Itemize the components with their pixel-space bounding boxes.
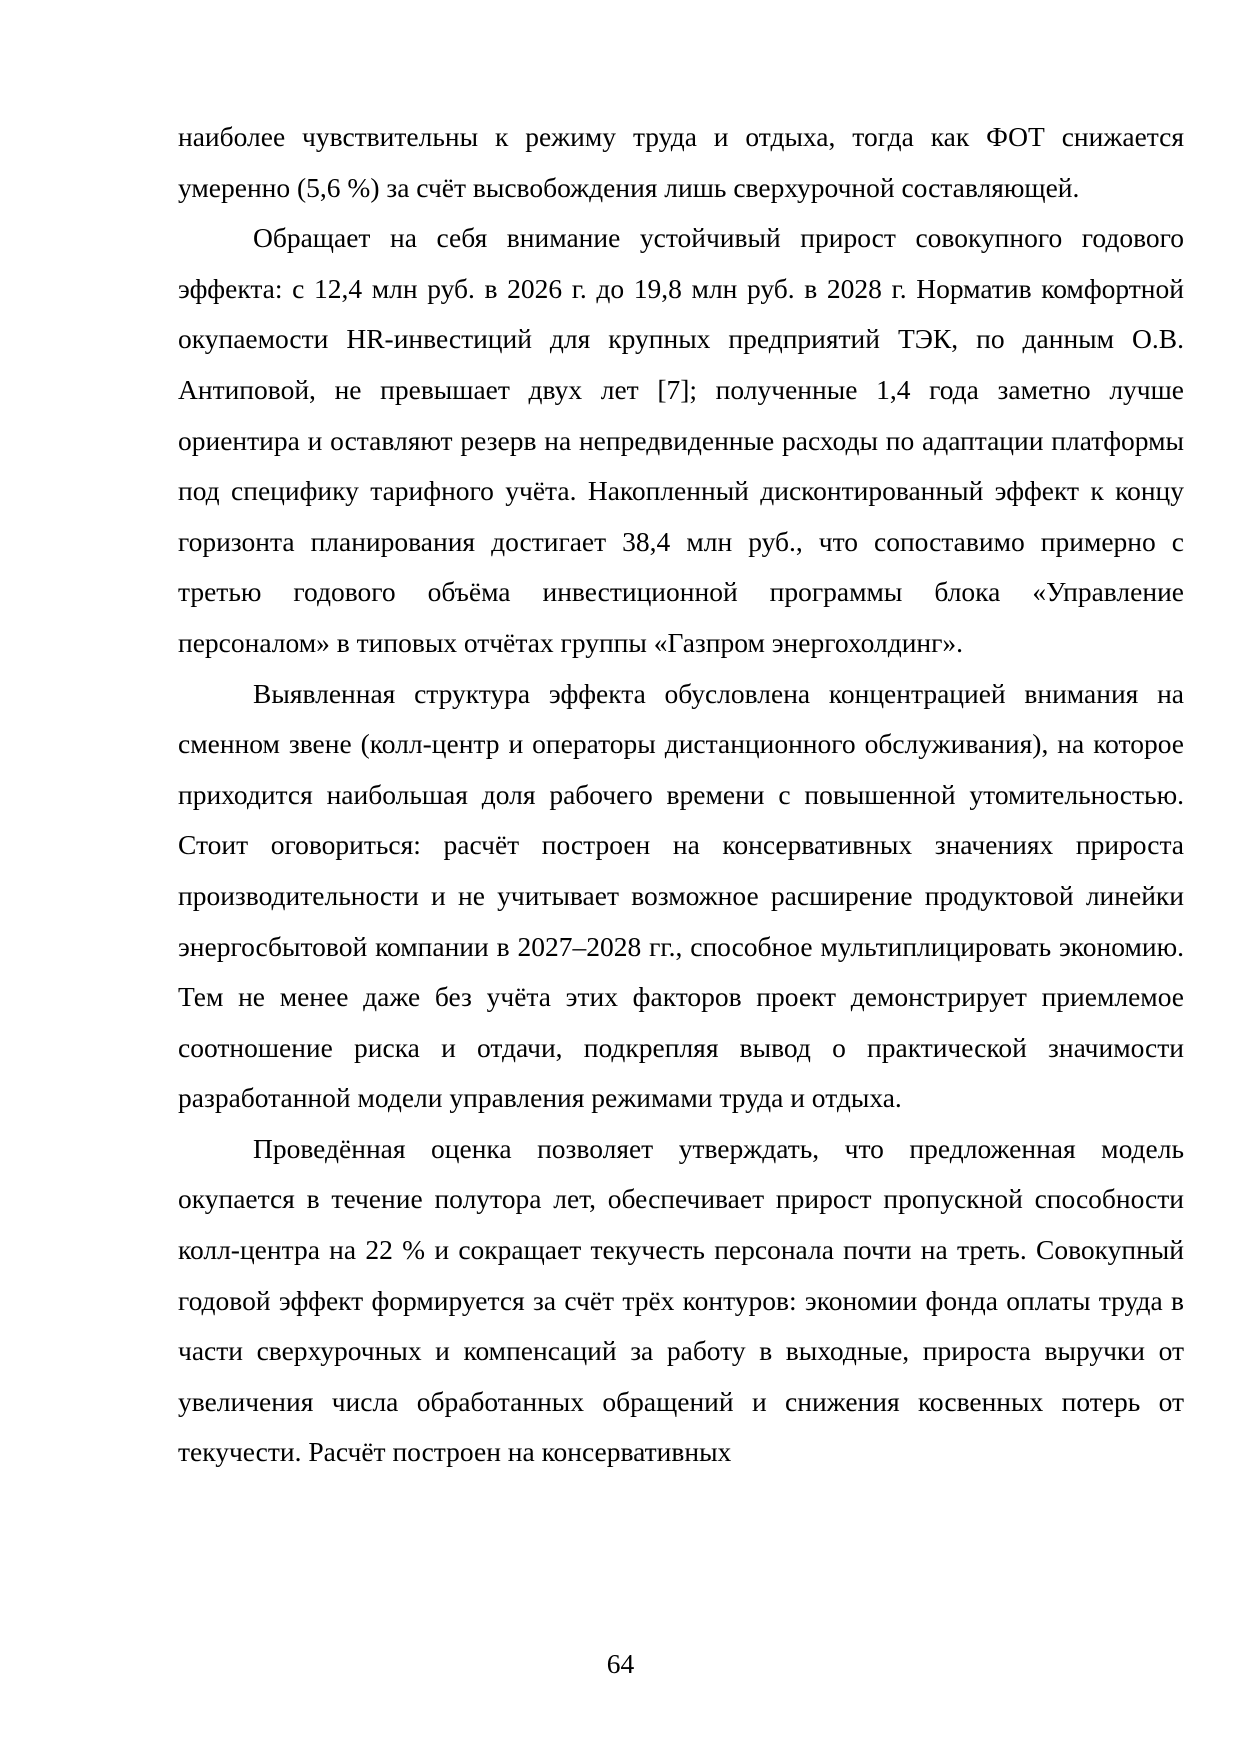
page-number: 64 [606,1648,635,1679]
paragraph-continuation: наиболее чувствительны к режиму труда и отдыха, тогда как ФОТ снижается умеренно (5,6 %) за счёт высвобождения лишь сверхурочной составляющей. [178,121,1184,203]
paragraph-assessment-summary: Проведённая оценка позволяет утверждать, что предложенная модель окупается в течение полутора лет, обеспечивает прирост пропускной способности колл-центра на 22 % и сокращает текучесть персонала почти на треть. Совокупный годовой эффект формируется за счёт трёх контуров: экономии фонда оплаты труда в части сверхурочных и компенсаций за работу в выходные, прироста выручки от увеличения числа обработанных обращений и снижения косвенных потерь от текучести. Расчёт построен на консервативных [178,1132,1184,1468]
body-text [178,112,1184,1478]
paragraph-effect-structure: Выявленная структура эффекта обусловлена концентрацией внимания на сменном звене (колл-центр и операторы дистанционного обслуживания), на которое приходится наибольшая доля рабочего времени с повышенной утомительностью. Стоит оговориться: расчёт построен на консервативных значениях прироста производительности и не учитывает возможное расширение продуктовой линейки энергосбытовой компании в 2027–2028 гг., способное мультиплицировать экономию. Тем не менее даже без учёта этих факторов проект демонстрирует приемлемое соотношение риска и отдачи, подкрепляя вывод о практической значимости разработанной модели управления режимами труда и отдыха. [178,677,1184,1114]
paragraph-effect-growth: Обращает на себя внимание устойчивый прирост совокупного годового эффекта: с 12,4 млн руб. в 2026 г. до 19,8 млн руб. в 2028 г. Норматив комфортной окупаемости HR-инвестиций для крупных предприятий ТЭК, по данным О.В. Антиповой, не превышает двух лет [7]; полученные 1,4 года заметно лучше ориентира и оставляют резерв на непредвиденные расходы по адаптации платформы под специфику тарифного учёта. Накопленный дисконтированный эффект к концу горизонта планирования достигает 38,4 млн руб., что сопоставимо примерно с третью годового объёма инвестиционной программы блока «Управление персоналом» в типовых отчётах группы «Газпром энергохолдинг». [178,222,1184,658]
